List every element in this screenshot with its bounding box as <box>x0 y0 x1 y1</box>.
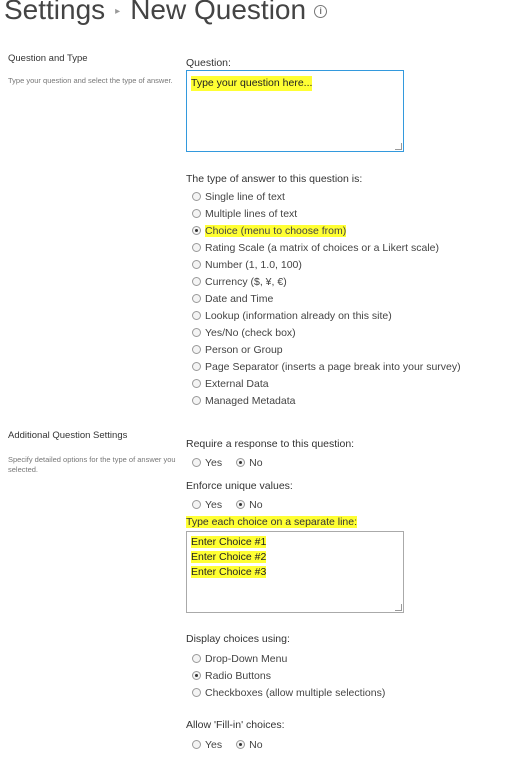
fill-in-group <box>192 737 277 752</box>
choice-line: Enter Choice #2 <box>191 551 267 563</box>
answer-type-option[interactable]: Person or Group <box>192 342 283 357</box>
answer-type-option[interactable]: Single line of text <box>192 189 285 204</box>
display-choice-option-selected[interactable]: Radio Buttons <box>192 668 271 683</box>
radio-icon[interactable] <box>192 654 201 663</box>
breadcrumb-separator-icon: ▸ <box>115 6 121 18</box>
answer-type-option[interactable]: Currency ($, ¥, €) <box>192 274 287 289</box>
display-choice-option[interactable]: Checkboxes (allow multiple selections) <box>192 685 385 700</box>
require-response-no[interactable]: No <box>236 457 262 469</box>
answer-type-option[interactable]: Multiple lines of text <box>192 206 297 221</box>
radio-icon[interactable] <box>192 379 201 388</box>
radio-icon[interactable] <box>192 260 201 269</box>
require-response-label: Require a response to this question: <box>186 438 355 450</box>
breadcrumb-root[interactable]: Settings <box>4 0 106 25</box>
choice-line: Enter Choice #3 <box>191 566 267 578</box>
answer-type-option[interactable]: Rating Scale (a matrix of choices or a Likert scale) <box>192 240 439 255</box>
require-response-yes[interactable]: Yes <box>192 457 222 469</box>
answer-type-option[interactable]: Number (1, 1.0, 100) <box>192 257 302 272</box>
radio-icon[interactable] <box>192 500 201 509</box>
section-heading-additional-settings: Additional Question Settings <box>8 430 128 441</box>
answer-type-option[interactable]: External Data <box>192 376 269 391</box>
page-title <box>4 0 327 30</box>
radio-selected-icon[interactable] <box>192 671 201 680</box>
radio-icon[interactable] <box>192 294 201 303</box>
radio-icon[interactable] <box>192 362 201 371</box>
question-textarea[interactable] <box>186 70 404 152</box>
question-label: Question: <box>186 57 231 69</box>
radio-icon[interactable] <box>192 243 201 252</box>
radio-icon[interactable] <box>192 192 201 201</box>
resize-grip-icon[interactable] <box>395 143 402 150</box>
section-description-question-type: Type your question and select the type of answer. <box>8 76 173 85</box>
radio-icon[interactable] <box>192 458 201 467</box>
section-description-additional-settings: Specify detailed options for the type of answer you selected. <box>8 455 176 474</box>
require-response-group <box>192 455 277 470</box>
radio-selected-icon[interactable] <box>236 740 245 749</box>
answer-type-option[interactable]: Page Separator (inserts a page break into your survey) <box>192 359 461 374</box>
page-title-text: New Question <box>130 0 307 25</box>
fill-in-no[interactable]: No <box>236 739 262 751</box>
radio-icon[interactable] <box>192 328 201 337</box>
display-choice-option[interactable]: Drop-Down Menu <box>192 651 287 666</box>
radio-icon[interactable] <box>192 396 201 405</box>
answer-type-option[interactable]: Yes/No (check box) <box>192 325 296 340</box>
radio-selected-icon[interactable] <box>236 500 245 509</box>
enforce-unique-no[interactable]: No <box>236 499 262 511</box>
question-text: Type your question here... <box>191 77 313 89</box>
fill-in-label: Allow 'Fill-in' choices: <box>186 719 285 731</box>
answer-type-option[interactable]: Lookup (information already on this site) <box>192 308 392 323</box>
section-heading-question-type: Question and Type <box>8 53 88 64</box>
answer-type-option-selected[interactable]: Choice (menu to choose from) <box>192 223 346 238</box>
radio-icon[interactable] <box>192 688 201 697</box>
radio-selected-icon[interactable] <box>192 226 201 235</box>
fill-in-yes[interactable]: Yes <box>192 739 222 751</box>
radio-icon[interactable] <box>192 277 201 286</box>
resize-grip-icon[interactable] <box>395 604 402 611</box>
choice-line: Enter Choice #1 <box>191 536 267 548</box>
display-choices-label: Display choices using: <box>186 633 290 645</box>
radio-icon[interactable] <box>192 740 201 749</box>
enforce-unique-yes[interactable]: Yes <box>192 499 222 511</box>
choices-textarea[interactable] <box>186 531 404 613</box>
radio-icon[interactable] <box>192 311 201 320</box>
radio-selected-icon[interactable] <box>236 458 245 467</box>
answer-type-option[interactable]: Managed Metadata <box>192 393 295 408</box>
answer-type-label: The type of answer to this question is: <box>186 173 363 185</box>
info-icon[interactable]: i <box>314 5 327 18</box>
choices-label: Type each choice on a separate line: <box>186 516 358 528</box>
enforce-unique-label: Enforce unique values: <box>186 480 293 492</box>
answer-type-option[interactable]: Date and Time <box>192 291 273 306</box>
enforce-unique-group <box>192 497 277 512</box>
radio-icon[interactable] <box>192 209 201 218</box>
radio-icon[interactable] <box>192 345 201 354</box>
